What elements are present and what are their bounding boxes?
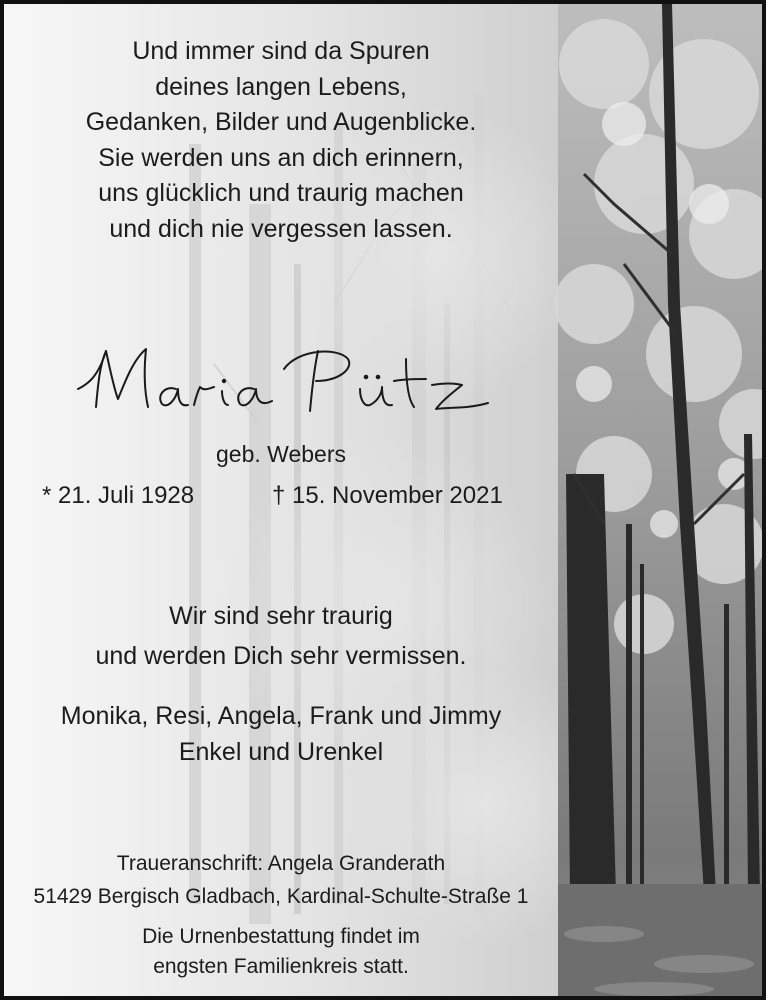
family-line: Monika, Resi, Angela, Frank und Jimmy xyxy=(60,702,502,730)
mourning-line: Wir sind sehr traurig xyxy=(169,602,393,630)
poem-line: uns glücklich und traurig machen xyxy=(98,179,464,207)
mourning-line: und werden Dich sehr vermissen. xyxy=(95,642,467,670)
notice-text-column xyxy=(8,4,554,1000)
burial-line: engsten Familienkreis statt. xyxy=(153,955,409,978)
burial-note xyxy=(8,922,554,982)
poem-line: und dich nie vergessen lassen. xyxy=(109,214,453,243)
mourning-message xyxy=(8,596,554,676)
life-dates xyxy=(8,482,554,518)
family-line: Enkel und Urenkel xyxy=(178,738,384,766)
birth-date: * 21. Juli 1928 xyxy=(42,482,195,509)
poem-line: Und immer sind da Spuren xyxy=(132,37,430,65)
address-line: 51429 Bergisch Gladbach, Kardinal-Schulte-Straße 1 xyxy=(33,885,529,908)
poem-line: deines langen Lebens, xyxy=(155,72,407,101)
deceased-name-signature xyxy=(48,329,528,429)
poem xyxy=(8,34,554,247)
poem-line: Sie werden uns an dich erinnern, xyxy=(98,143,464,172)
death-date: † 15. November 2021 xyxy=(272,482,503,509)
poem-line: Gedanken, Bilder und Augenblicke. xyxy=(85,108,477,136)
bereaved-family xyxy=(8,698,554,770)
burial-line: Die Urnenbestattung findet im xyxy=(142,925,420,948)
maiden-name: geb. Webers xyxy=(216,441,346,467)
address-line: Traueranschrift: Angela Granderath xyxy=(116,852,446,875)
mourning-address xyxy=(8,847,554,913)
